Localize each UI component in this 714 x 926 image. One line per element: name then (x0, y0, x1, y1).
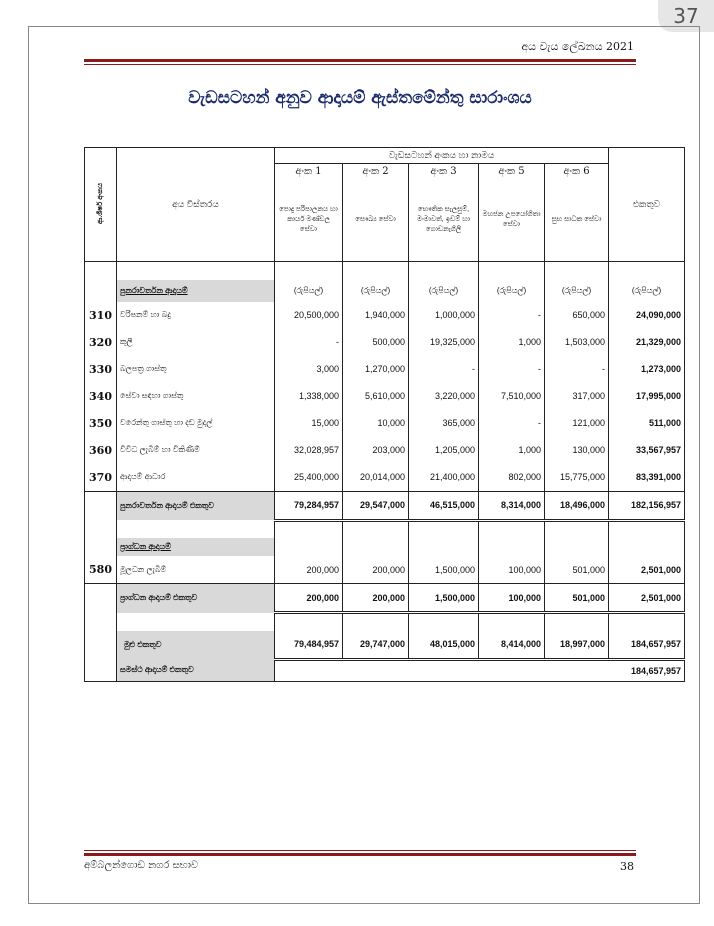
recurrent-total-row: පුනරාවර්තන ආදායම් එකතුව 79,284,957 29,547,000 46,515,000 8,314,000 18,496,000 182,156,957 (85, 491, 685, 520)
footer-page-number: 38 (620, 860, 634, 873)
table-row: 310 වරිපනම් හා බදු 20,500,000 1,940,000 1,000,000 - 650,000 24,090,000 (85, 302, 685, 329)
programme-5-no: අංක 5 (479, 164, 545, 180)
table-row: 330 බලපත්‍ර ගාස්තු 3,000 1,270,000 - - - 1,273,000 (85, 356, 685, 383)
header-code-col: ආ.ශීර්ෂ අංකය (85, 148, 117, 262)
header-rule-thick (84, 59, 636, 62)
header-programme-group: වැඩසටහන් අංකය හා නාමය (275, 148, 609, 164)
header-total-col: එකතුව (609, 148, 685, 262)
footer-council-name: අම්බලන්ගොඩ නගර සභාව (84, 860, 199, 871)
programme-5-name: මහජන උපයෝගිතා සේවා (479, 180, 545, 262)
programme-1-name: පොදු පරිපාලනය හා කාර්ය මණ්ඩල සේවා (275, 180, 343, 262)
capital-total-row: ප්‍රාග්ධන ආදායම් එකතුව 200,000 200,000 1,500,000 100,000 501,000 2,501,000 (85, 584, 685, 613)
revenue-summary-table (84, 147, 685, 682)
header-rule-thin (84, 64, 636, 65)
programme-6-no: අංක 6 (545, 164, 609, 180)
page-counter-badge: 37 (658, 0, 714, 32)
page-title: වැඩසටහන් අනුව ආදායම් ඇස්තමේන්තු සාරාංශය (188, 88, 532, 108)
grand-total-row: මුළු එකතුව 79,484,957 29,747,000 48,015,000 8,414,000 18,997,000 184,657,957 (85, 631, 685, 660)
overall-total-row: සමස්ථ ආදායම් එකතුව 184,657,957 (85, 659, 685, 681)
table-row: 350 වරෙන්තු ගාස්තු හා දඩ මුදල් 15,000 10,000 365,000 - 121,000 511,000 (85, 410, 685, 437)
capital-section-row: ප්‍රාග්ධන ආදායම් (85, 538, 685, 556)
footer-rule-thick (84, 853, 636, 856)
footer-rule-thin (84, 850, 636, 851)
programme-3-no: අංක 3 (409, 164, 479, 180)
table-row: 340 සේවා සඳහා ගාස්තු 1,338,000 5,610,000 3,220,000 7,510,000 317,000 17,995,000 (85, 383, 685, 410)
programme-2-no: අංක 2 (343, 164, 409, 180)
programme-2-name: සෞඛ්‍ය සේවා (343, 180, 409, 262)
programme-3-name: භෞතික සැලසුම්, මංමාවත්, ඉඩම් හා ගොඩනැගිලි (409, 180, 479, 262)
table-row: 580 මූලධන ලැබීම් 200,000 200,000 1,500,000 100,000 501,000 2,501,000 (85, 556, 685, 584)
programme-6-name: සුභ සාධක සේවා (545, 180, 609, 262)
table-row: 320 කුලී - 500,000 19,325,000 1,000 1,503,000 21,329,000 (85, 329, 685, 356)
programme-1-no: අංක 1 (275, 164, 343, 180)
header-detail-col: අය විස්තරය (117, 148, 275, 262)
table-row: 370 ආදායම් ආධාර 25,400,000 20,014,000 21,400,000 802,000 15,775,000 83,391,000 (85, 464, 685, 492)
document-header: අය වැය ලේඛනය 2021 (521, 40, 634, 53)
table-row: 360 විවිධ ලැබීම් හා විකිණීම් 32,028,957 203,000 1,205,000 1,000 130,000 33,567,957 (85, 437, 685, 464)
recurrent-section-row: පුනරාවර්තන ආදායම් (රුපියල්) (රුපියල්) (රුපියල්) (රුපියල්) (රුපියල්) (රුපියල්) (85, 280, 685, 302)
